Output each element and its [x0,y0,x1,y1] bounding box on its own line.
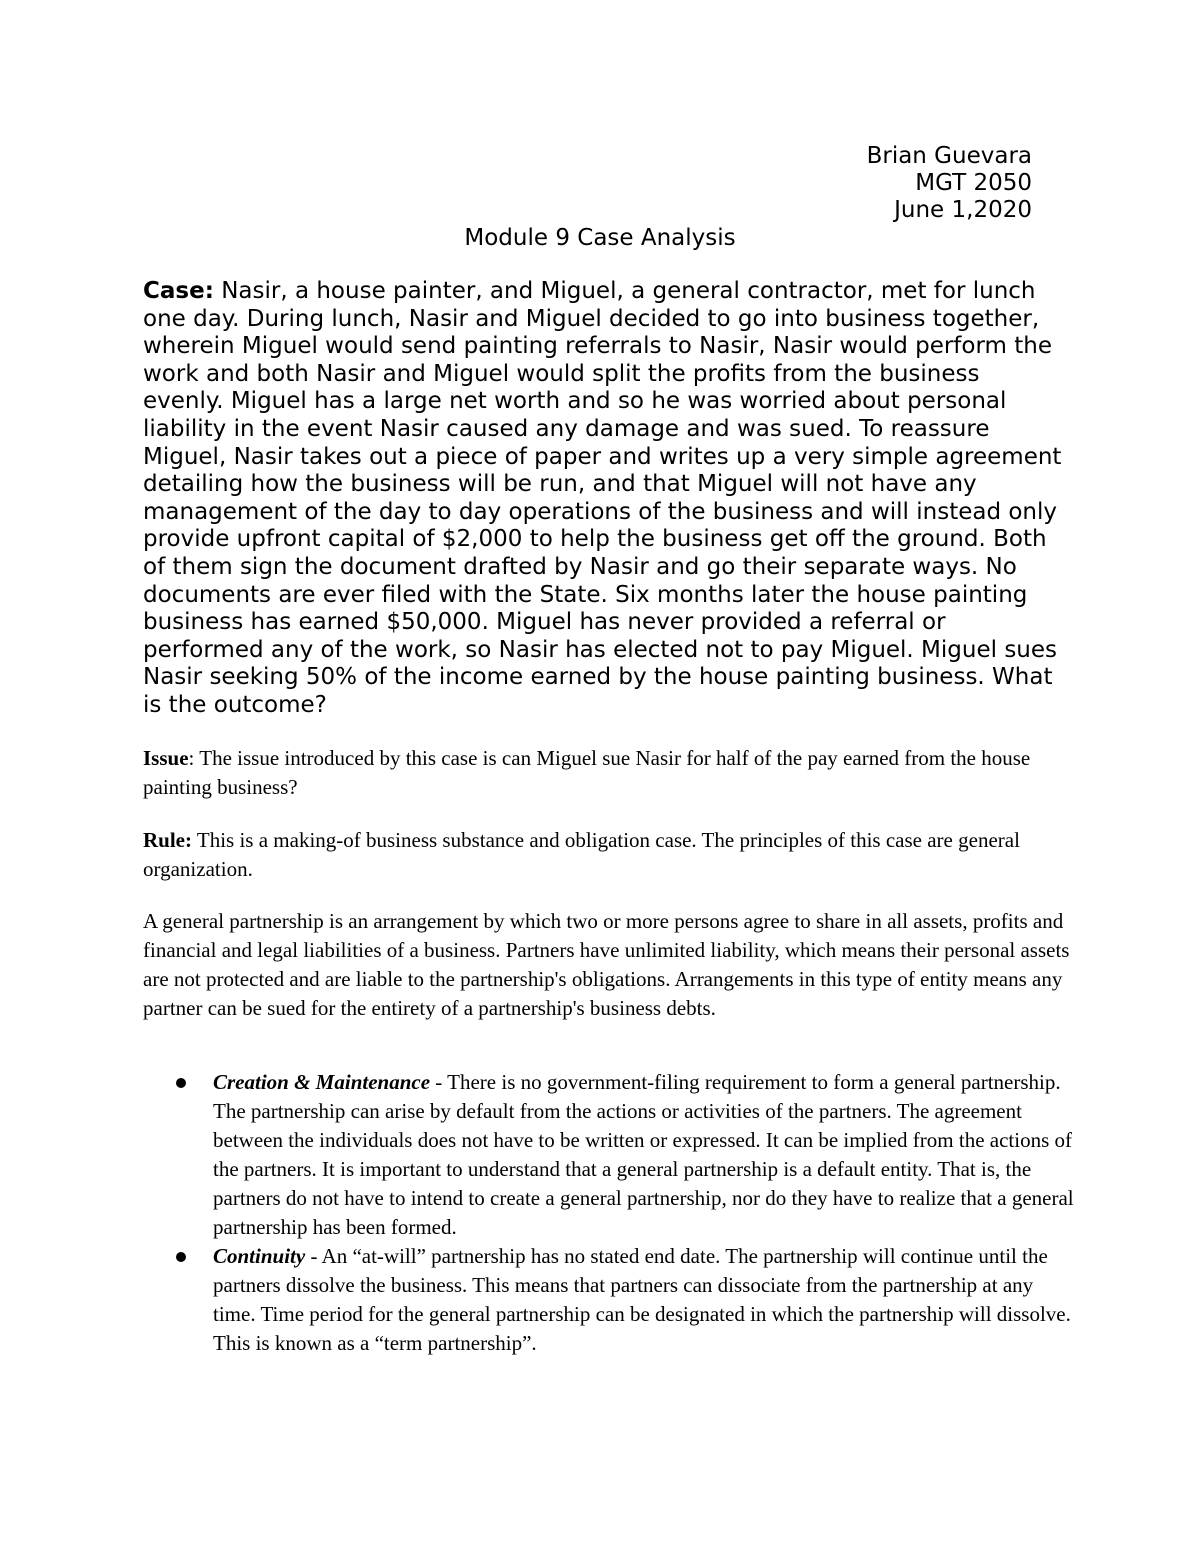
list-item [143,1242,1078,1358]
rule-paragraph [143,826,1063,884]
bullet-text: - There is no government-filing requirement to form a general partnership. The partnership can arise by default from the actions or activities of the partners. The agreement between the individuals does not have to be written or expressed. It can be implied from the actions of the partners. It is important to understand that a general partnership is a default entity. That is, the partners do not have to intend to create a general partnership, nor do they have to realize that a general partnership has been formed. [213,1070,1074,1239]
issue-label: Issue [143,746,189,770]
course-code: MGT 2050 [915,170,1032,196]
author-name: Brian Guevara [866,143,1032,169]
issue-paragraph [143,744,1063,802]
case-paragraph [143,278,1063,720]
bullet-text: - An “at-will” partnership has no stated end date. The partnership will continue until the partners dissolve the business. This means that partners can dissociate from the partnership at any time. Time period for the general partnership can be designated in which the partnership will dissolve. This is known as a “term partnership”. [213,1244,1071,1355]
document-title: Module 9 Case Analysis [464,225,736,251]
case-text: Nasir, a house painter, and Miguel, a general contractor, met for lunch one day. During lunch, Nasir and Miguel decided to go into business together, wherein Miguel would send painting referrals to Nasir, Nasir would perform the work and both Nasir and Miguel would split the profits from the business evenly. Miguel has a large net worth and so he was worried about personal liability in the event Nasir caused any damage and was sued. To reassure Miguel, Nasir takes out a piece of paper and writes up a very simple agreement detailing how the business will be run, and that Miguel will not have any management of the day to day operations of the business and will instead only provide upfront capital of $2,000 to help the business get off the ground. Both of them sign the document drafted by Nasir and go their separate ways. No documents are ever filed with the State. Six months later the house painting business has earned $50,000. Miguel has never provided a referral or performed any of the work, so Nasir has elected not to pay Miguel. Miguel sues Nasir seeking 50% of the income earned by the house painting business. What is the outcome? [143,278,1062,718]
document-date: June 1,2020 [894,197,1032,223]
list-item [143,1068,1078,1242]
bullet-term: Continuity [213,1244,306,1268]
document-header [867,143,1032,224]
case-label: Case: [143,278,214,304]
issue-text: : The issue introduced by this case is can Miguel sue Nasir for half of the pay earned from the house painting business? [143,746,1031,799]
rule-text: This is a making-of business substance and obligation case. The principles of this case are general organization. [143,828,1020,881]
bullet-list [143,1068,1078,1358]
bullet-term: Creation & Maintenance [213,1070,431,1094]
general-partnership-paragraph: A general partnership is an arrangement by which two or more persons agree to share in all assets, profits and financial and legal liabilities of a business. Partners have unlimited liability, which means their personal assets are not protected and are liable to the partnership's obligations. Arrangements in this type of entity means any partner can be sued for the entirety of a partnership's business debts. [143,909,1070,1020]
rule-label: Rule: [143,828,192,852]
bullet-icon [176,1252,186,1262]
bullet-icon [176,1078,186,1088]
